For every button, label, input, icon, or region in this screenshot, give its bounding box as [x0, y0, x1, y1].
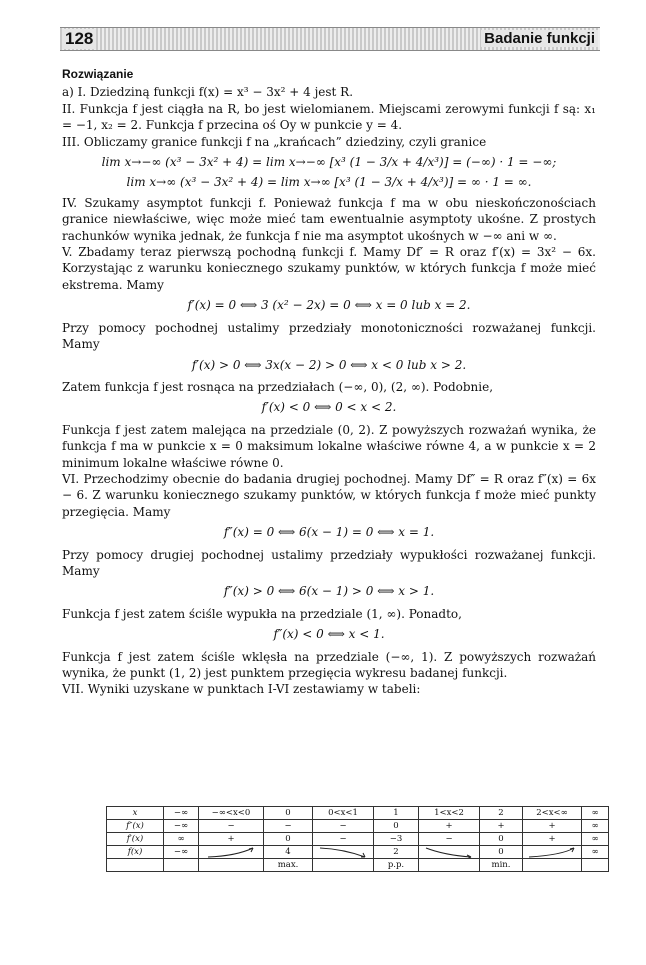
- table-cell: 0<x<1: [313, 807, 374, 820]
- paragraph-table-intro: VII. Wyniki uzyskane w punktach I-VI zestawiamy w tabeli:: [62, 682, 421, 697]
- paragraph-continuity: II. Funkcja f jest ciągła na R, bo jest wielomianem. Miejscami zerowymi funkcji f są: x₁ = −1, x₂ = 2. Funkcja f przecina oś Oy w punkcie y = 4.: [62, 101, 596, 133]
- table-cell: [582, 859, 609, 872]
- table-cell: ∞: [582, 820, 609, 833]
- table-cell: [523, 859, 582, 872]
- table-row: [107, 859, 609, 872]
- equation-increasing: f′(x) > 0 ⟺ 3x(x − 2) > 0 ⟺ x < 0 lub x > 2.: [191, 357, 467, 372]
- page-header: [60, 27, 600, 51]
- paragraph-extrema: Funkcja f jest zatem malejąca na przedziale (0, 2). Z powyższych rozważań wynika, że funkcja f ma w punkcie x = 0 maksimum lokalne właściwe równe 4, a w punkcie x = 2 minimum lokalne właściwe równe 0.: [62, 422, 596, 470]
- table-cell: −: [313, 833, 374, 846]
- table-cell: −: [199, 820, 264, 833]
- table-cell: −∞<x<0: [199, 807, 264, 820]
- equation-concave: f″(x) < 0 ⟺ x < 1.: [273, 627, 385, 642]
- table-cell: [164, 859, 199, 872]
- table-cell: +: [199, 833, 264, 846]
- equation-convex: f″(x) > 0 ⟺ 6(x − 1) > 0 ⟺ x > 1.: [223, 584, 435, 599]
- chapter-title: Badanie funkcji: [481, 30, 598, 47]
- paragraph-convex-result: Funkcja f jest zatem ściśle wypukła na przedziale (1, ∞). Ponadto,: [62, 606, 462, 621]
- equation-limit-plus-inf: lim x→∞ (x³ − 3x² + 4) = lim x→∞ [x³ (1 − 3/x + 4/x³)] = ∞ · 1 = ∞.: [126, 175, 532, 190]
- decreasing-curve-icon: [424, 846, 474, 858]
- table-cell: 0: [264, 833, 313, 846]
- table-cell-increasing: [523, 846, 582, 859]
- table-row: [107, 846, 609, 859]
- paragraph-second-derivative: VI. Przechodzimy obecnie do badania drugiej pochodnej. Mamy Df″ = R oraz f″(x) = 6x − 6. Z warunku koniecznego szukamy punktów, w których funkcja f może mieć punkty przegięcia. Mamy: [62, 471, 596, 519]
- table-cell: x: [107, 807, 164, 820]
- paragraph-domain: a) I. Dziedziną funkcji f(x) = x³ − 3x² + 4 jest R.: [62, 85, 354, 100]
- table-cell: f″(x): [107, 820, 164, 833]
- table-cell: ∞: [582, 807, 609, 820]
- paragraph-asymptotes: IV. Szukamy asymptot funkcji f. Ponieważ funkcja f ma w obu nieskończonościach granice niewłaściwe, więc może mieć tam ewentualnie asymptoty ukośne. Z prostych rachunków wynika jednak, że funkcja f nie ma asymptot ukośnych w −∞ ani w ∞.: [62, 195, 596, 243]
- table-cell: +: [523, 820, 582, 833]
- table-cell: −: [264, 820, 313, 833]
- decreasing-curve-icon: [318, 846, 368, 858]
- paragraph-concave-result: Funkcja f jest zatem ściśle wklęsła na przedziale (−∞, 1). Z powyższych rozważań wynika, że punkt (1, 2) jest punktem przegięcia wykresu badanej funkcji.: [62, 649, 596, 680]
- table-cell: −∞: [164, 820, 199, 833]
- table-cell: f′(x): [107, 833, 164, 846]
- section-title: Rozwiązanie: [62, 67, 134, 81]
- increasing-curve-icon: [206, 846, 256, 858]
- paragraph-monotonicity: Przy pomocy pochodnej ustalimy przedziały monotoniczności rozważanej funkcji. Mamy: [62, 320, 596, 352]
- table-cell: p.p.: [374, 859, 419, 872]
- main-content: [62, 66, 596, 698]
- paragraph-increasing-result: Zatem funkcja f jest rosnąca na przedziałach (−∞, 0), (2, ∞). Podobnie,: [62, 379, 494, 394]
- equation-decreasing: f′(x) < 0 ⟺ 0 < x < 2.: [261, 400, 397, 415]
- paragraph-convexity: Przy pomocy drugiej pochodnej ustalimy przedziały wypukłości rozważanej funkcji. Mamy: [62, 547, 596, 578]
- increasing-curve-icon: [527, 846, 577, 858]
- table-cell: f(x): [107, 846, 164, 859]
- table-cell: +: [523, 833, 582, 846]
- table-row: [107, 833, 609, 846]
- table-cell: 1: [374, 807, 419, 820]
- table-cell: 1<x<2: [419, 807, 480, 820]
- table-cell: −3: [374, 833, 419, 846]
- table-cell: min.: [480, 859, 523, 872]
- table-cell: 0: [264, 807, 313, 820]
- table-cell: [199, 859, 264, 872]
- page-number: 128: [62, 29, 96, 49]
- paragraph-first-derivative: V. Zbadamy teraz pierwszą pochodną funkcji f. Mamy Df′ = R oraz f′(x) = 3x² − 6x. Korzystając z warunku koniecznego szukamy punktów, w których funkcja f może mieć ekstrema. Mamy: [62, 245, 596, 292]
- table-row: [107, 807, 609, 820]
- equation-limit-minus-inf: lim x→−∞ (x³ − 3x² + 4) = lim x→−∞ [x³ (1 − 3/x + 4/x³)] = (−∞) · 1 = −∞;: [101, 155, 557, 170]
- paragraph-limits-intro: III. Obliczamy granice funkcji f na „krańcach” dziedziny, czyli granice: [62, 134, 487, 149]
- table-cell: [107, 859, 164, 872]
- table-cell-decreasing: [313, 846, 374, 859]
- table-cell: −: [419, 833, 480, 846]
- table-cell: ∞: [582, 846, 609, 859]
- summary-table: [106, 806, 609, 872]
- table-cell: [313, 859, 374, 872]
- table-cell: max.: [264, 859, 313, 872]
- table-cell-decreasing: [419, 846, 480, 859]
- table-cell: 2: [374, 846, 419, 859]
- table-row: [107, 820, 609, 833]
- equation-inflection: f″(x) = 0 ⟺ 6(x − 1) = 0 ⟺ x = 1.: [223, 525, 435, 540]
- table-cell: −∞: [164, 807, 199, 820]
- table-cell: 0: [480, 846, 523, 859]
- table-cell: [419, 859, 480, 872]
- table-cell: +: [480, 820, 523, 833]
- table-cell-increasing: [199, 846, 264, 859]
- table-cell: −∞: [164, 846, 199, 859]
- table-cell: ∞: [164, 833, 199, 846]
- table-cell: +: [419, 820, 480, 833]
- table-cell: 2<x<∞: [523, 807, 582, 820]
- table-cell: 4: [264, 846, 313, 859]
- equation-critical-points: f′(x) = 0 ⟺ 3 (x² − 2x) = 0 ⟺ x = 0 lub x = 2.: [187, 298, 471, 313]
- table-cell: 2: [480, 807, 523, 820]
- table-cell: 0: [374, 820, 419, 833]
- table-cell: −: [313, 820, 374, 833]
- table-cell: 0: [480, 833, 523, 846]
- table-cell: ∞: [582, 833, 609, 846]
